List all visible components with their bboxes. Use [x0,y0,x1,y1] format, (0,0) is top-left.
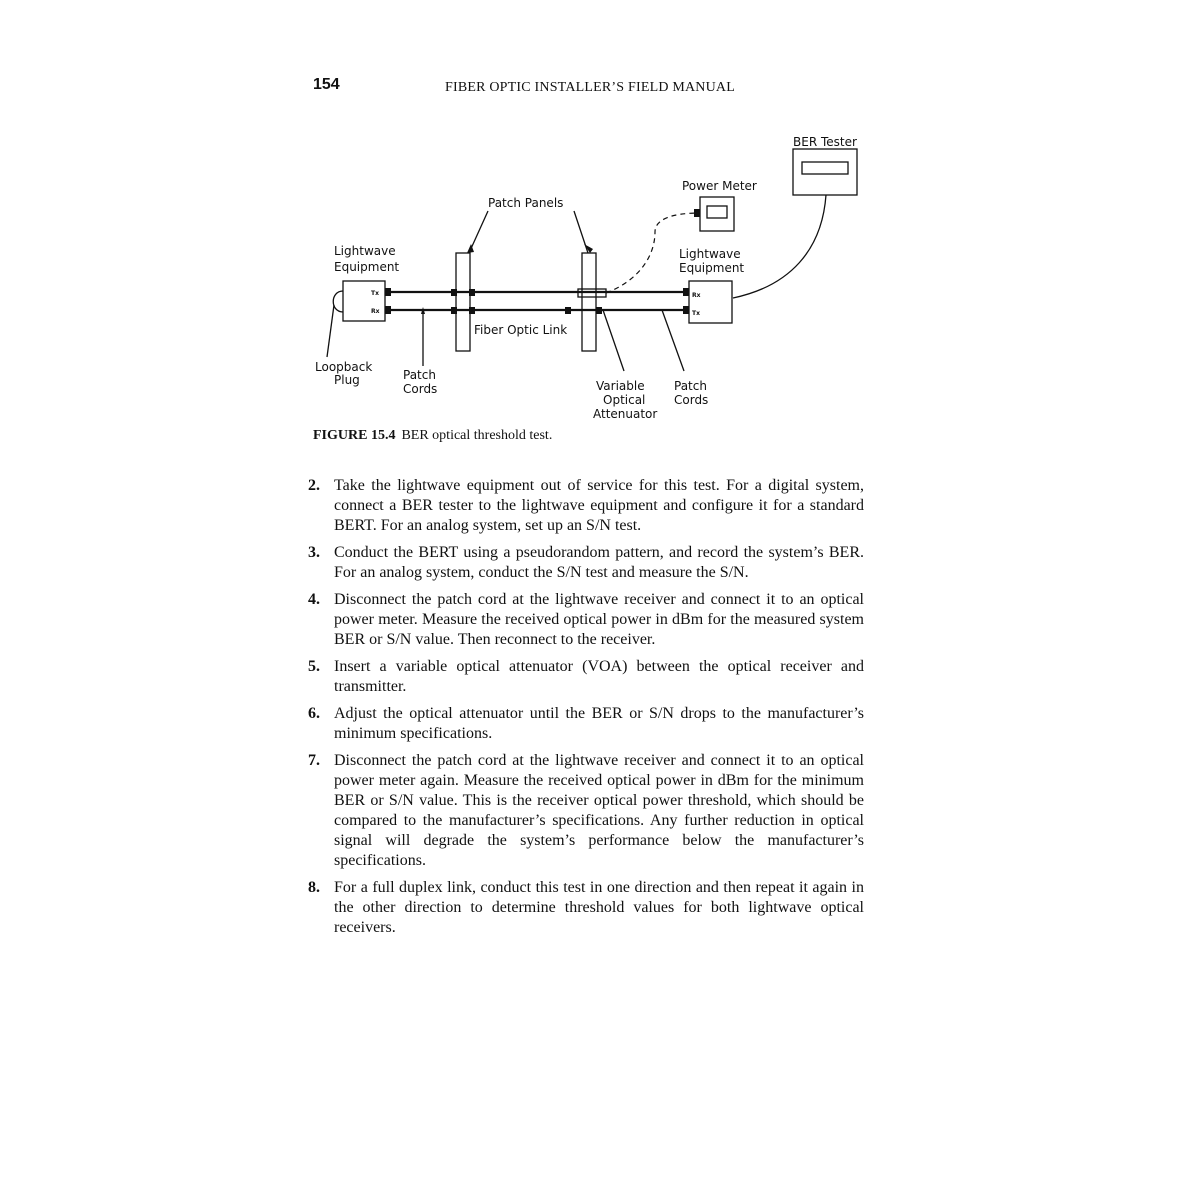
step-text: Disconnect the patch cord at the lightwave receiver and connect it to an optical power meter again. Measure the received optical power in dBm for the minimum BER or S/N value. This is the receiver optical power threshold, which should be compared to the manufacturer’s specifications. Any further reduction in optical signal will degrade the system’s performance below the manufacturer’s specifications. [334,752,864,869]
page-number: 154 [313,76,340,93]
figure-caption-text: BER optical threshold test. [401,428,553,443]
patch-cords-left-label: Patch [403,368,436,382]
voa-label: Optical [603,393,646,407]
step-text: Conduct the BERT using a pseudorandom pattern, and record the system’s BER. For an analog system, conduct the S/N test and measure the S/N. [334,544,864,581]
step-text: For a full duplex link, conduct this test in one direction and then repeat it again in the other direction to determine threshold values for both lightwave optical receivers. [334,879,864,936]
connector [451,289,457,296]
step-number: 4. [308,591,320,608]
rx-left-label: Rx [371,308,380,315]
step-text: Take the lightwave equipment out of service for this test. For a digital system, connect a BER tester to the lightwave equipment and configure it for a standard BERT. For an analog system, set up an S/N test. [334,477,864,534]
loopback-plug-label: Loopback [315,360,373,374]
step-number: 5. [308,658,320,675]
connector [683,288,689,296]
step-number: 3. [308,544,320,561]
step-text: Adjust the optical attenuator until the BER or S/N drops to the manufacturer’s minimum specifications. [334,705,864,742]
figure-caption [313,428,552,444]
left-equipment-label: Lightwave [334,244,396,258]
step-item [308,476,864,536]
tx-right-label: Tx [692,310,700,317]
power-meter-label: Power Meter [682,179,757,193]
step-text: Insert a variable optical attenuator (VOA) between the optical receiver and transmitter. [334,658,864,695]
tx-left-label: Tx [371,290,379,297]
left-equipment-label: Equipment [334,260,400,274]
loopback-plug-label: Plug [334,373,360,387]
connector [565,307,571,314]
connector [385,288,391,296]
patch-panel-left [456,253,470,351]
voa-label: Variable [596,379,645,393]
ber-tester-label: BER Tester [793,135,857,149]
connector [385,306,391,314]
patch-cords-right-label: Patch [674,379,707,393]
step-item [308,657,864,697]
patch-panel-right [582,253,596,351]
connector [469,307,475,314]
step-item [308,878,864,938]
ber-tester-display [802,162,848,174]
connector [451,307,457,314]
loopback-plug [333,291,343,312]
step-item [308,751,864,871]
rx-right-label: Rx [692,292,701,299]
left-equipment-box [343,281,385,321]
step-number: 6. [308,705,320,722]
patch-cords-right-label: Cords [674,393,709,407]
connector [683,306,689,314]
step-number: 2. [308,477,320,494]
step-number: 7. [308,752,320,769]
step-item [308,704,864,744]
running-title: FIBER OPTIC INSTALLER’S FIELD MANUAL [445,80,735,95]
voa-label: Attenuator [593,407,658,421]
patch-panels-label: Patch Panels [488,196,564,210]
fiber-optic-link-label: Fiber Optic Link [474,323,568,337]
step-text: Disconnect the patch cord at the lightwave receiver and connect it to an optical power meter. Measure the received optical power in dBm for the measured system BER or S/N value. Then reconnect to the receiver. [334,591,864,648]
power-meter-box [700,197,734,231]
connector [694,209,700,217]
procedure-steps [308,476,864,945]
right-equipment-label: Lightwave [679,247,741,261]
right-equipment-label: Equipment [679,261,745,275]
connector [469,289,475,296]
step-number: 8. [308,879,320,896]
power-meter-display [707,206,727,218]
connector [596,307,602,314]
ber-tester-cable [733,195,826,298]
step-item [308,543,864,583]
ber-threshold-diagram [0,0,1191,440]
figure-caption-label: FIGURE 15.4 [313,428,396,443]
patch-cords-left-label: Cords [403,382,438,396]
step-item [308,590,864,650]
